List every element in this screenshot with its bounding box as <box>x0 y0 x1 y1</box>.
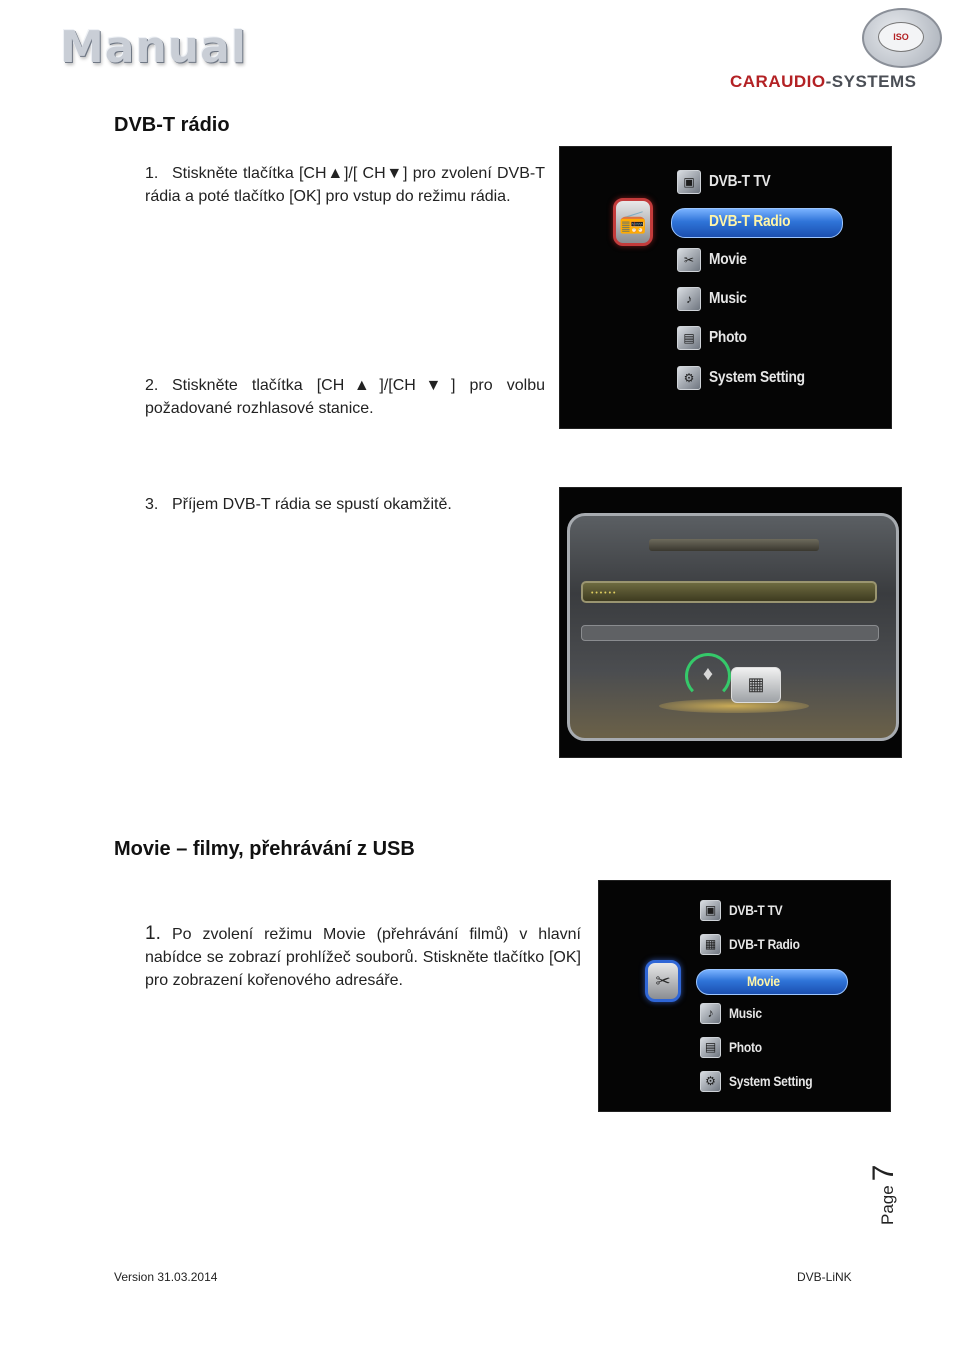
tv-icon: ▣ <box>677 170 701 194</box>
step-text: Stiskněte tlačítka [CH▲]/[ CH▼] pro zvolení DVB-T rádia a poté tlačítko [OK] pro vstup do režimu rádia. <box>145 165 545 205</box>
station-name-bar: • • • • • • <box>581 581 877 603</box>
menu-item-label: Music <box>729 1005 762 1021</box>
step-text: Stiskněte tlačítka [CH▲]/[CH▼] pro volbu požadované rozhlasové stanice. <box>145 377 545 417</box>
step-2 <box>145 374 545 420</box>
movie-mode-icon: ✂ <box>645 960 681 1002</box>
main-menu-screenshot-movie <box>598 880 891 1112</box>
page-number-label <box>867 1165 937 1225</box>
menu-item-label: DVB-T TV <box>729 902 783 918</box>
radio-mode-icon: 📻 <box>613 198 653 246</box>
menu-item-label: Music <box>709 290 747 307</box>
movie-step-1 <box>145 922 581 992</box>
step-text: Po zvolení režimu Movie (přehrávání filmů) v hlavní nabídce se zobrazí prohlížeč souborů. Stiskněte tlačítko [OK] pro zobrazení kořenového adresáře. <box>145 926 581 989</box>
menu-item-label: DVB-T Radio <box>729 936 800 952</box>
photo-icon: ▤ <box>700 1037 721 1058</box>
section-title-dvbt-radio: DVB-T rádio <box>114 114 230 136</box>
photo-icon: ▤ <box>677 326 701 350</box>
menu-item-label: Movie <box>747 973 780 989</box>
step-number: 1. <box>145 923 161 944</box>
music-icon: ♪ <box>677 287 701 311</box>
step-number: 2. <box>145 377 159 394</box>
page-number: 7 <box>867 1164 900 1182</box>
menu-item-label: Photo <box>709 329 747 346</box>
brand-logo <box>730 72 917 92</box>
radio-icon: ▦ <box>700 934 721 955</box>
station-info-bar <box>581 625 879 641</box>
menu-item-label: Photo <box>729 1039 762 1055</box>
seal-text: ISO <box>878 22 924 52</box>
menu-item-dvbt-radio[interactable] <box>700 928 811 960</box>
main-menu-screenshot-radio <box>559 146 892 429</box>
menu-item-music[interactable] <box>700 997 767 1029</box>
music-icon: ♪ <box>700 1003 721 1024</box>
menu-item-music[interactable] <box>677 283 753 315</box>
menu-item-dvbt-radio[interactable] <box>677 206 803 238</box>
brand-name-part1: CARAUDIO <box>730 72 826 91</box>
brand-name-part2: -SYSTEMS <box>825 72 917 91</box>
menu-item-photo[interactable] <box>700 1031 767 1063</box>
step-number: 3. <box>145 496 159 513</box>
menu-item-label: DVB-T TV <box>709 173 771 190</box>
menu-item-movie[interactable] <box>677 244 753 276</box>
radio-player-screenshot <box>559 487 902 758</box>
settings-icon: ⚙ <box>700 1071 721 1092</box>
menu-item-movie[interactable] <box>718 965 785 997</box>
menu-item-label: System Setting <box>709 369 805 386</box>
menu-item-label: System Setting <box>729 1073 813 1089</box>
menu-item-system-setting[interactable] <box>700 1065 826 1097</box>
iso-certification-seal <box>862 8 942 68</box>
menu-item-photo[interactable] <box>677 322 753 354</box>
page-word: Page <box>878 1185 897 1225</box>
footer-version: Version 31.03.2014 <box>114 1270 218 1284</box>
menu-item-label: Movie <box>709 251 747 268</box>
footer-product: DVB-LiNK <box>797 1270 852 1284</box>
menu-item-dvbt-tv[interactable] <box>700 894 791 926</box>
tv-icon: ▣ <box>700 900 721 921</box>
step-text: Příjem DVB-T rádia se spustí okamžitě. <box>172 496 452 513</box>
player-tabs <box>649 539 819 551</box>
step-3 <box>145 493 545 516</box>
settings-icon: ⚙ <box>677 366 701 390</box>
menu-item-label: DVB-T Radio <box>709 213 791 230</box>
movie-icon: ✂ <box>677 248 701 272</box>
step-1 <box>145 162 545 208</box>
menu-item-dvbt-tv[interactable] <box>677 166 780 198</box>
manual-logo: Manual <box>60 22 247 73</box>
section-title-movie: Movie – filmy, přehrávání z USB <box>114 838 415 860</box>
antenna-icon: ♦ <box>685 653 731 699</box>
step-number: 1. <box>145 165 159 182</box>
menu-item-system-setting[interactable] <box>677 362 820 394</box>
radio-icon: ▦ <box>731 667 781 703</box>
